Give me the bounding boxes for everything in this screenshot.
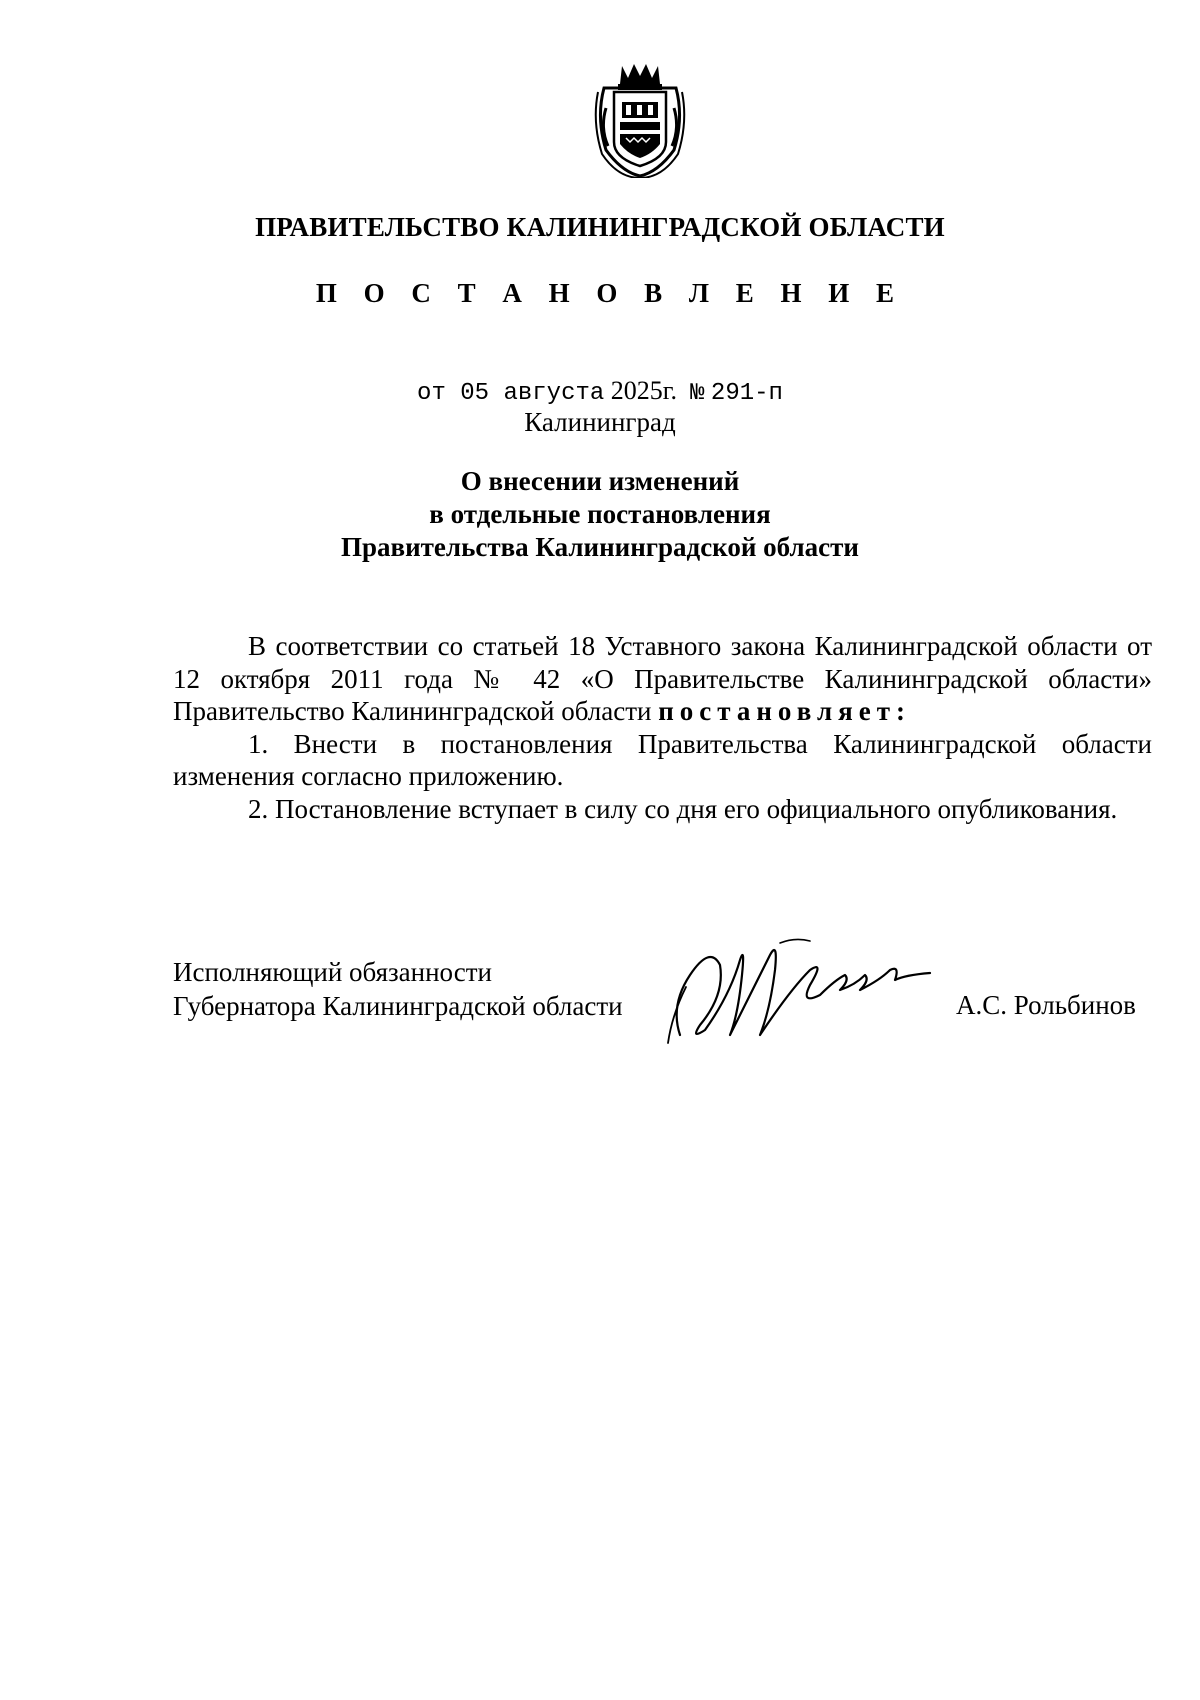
year-suffix: г. (662, 376, 678, 405)
organization-title: ПРАВИТЕЛЬСТВО КАЛИНИНГРАДСКОЙ ОБЛАСТИ (255, 212, 945, 242)
preamble-paragraph (173, 630, 1152, 728)
document-city: Калининград (524, 407, 676, 437)
number-sign: № (690, 380, 705, 407)
subject-line: О внесении изменений (460, 466, 740, 496)
position-line: Исполняющий обязанности (173, 957, 492, 987)
handwritten-signature (660, 935, 950, 1050)
item-paragraph: 2. Постановление вступает в силу со дня его официального опубликования. (248, 793, 1118, 824)
document-date: от 05 августа (417, 380, 605, 407)
position-line: Губернатора Калининградской области (173, 991, 623, 1021)
document-date-number (0, 376, 1200, 407)
document-year: 2025 (610, 376, 663, 405)
coat-of-arms-emblem (592, 58, 688, 178)
signatory-position (173, 955, 623, 1023)
signatory-name: А.С. Рольбинов (956, 990, 1136, 1020)
subject-line: Правительства Калининградской области (341, 532, 859, 562)
document-number: 291-п (710, 380, 783, 407)
document-subject (0, 465, 1200, 564)
item-paragraph: 1. Внести в постановления Правительства Калининградской области изменения согласно приложению. (173, 728, 1152, 791)
document-type-title: П О С Т А Н О В Л Е Н И Е (315, 278, 905, 308)
document-body (173, 630, 1152, 825)
decree-word: постановляет: (658, 696, 911, 726)
subject-line: в отдельные постановления (429, 499, 771, 529)
preamble-text: В соответствии со статьей 18 Уставного закона Калининградской области от 12 октября 2011 года № 42 «О Правительстве Калининградской области» Правительство Калининградской области (173, 631, 1152, 726)
